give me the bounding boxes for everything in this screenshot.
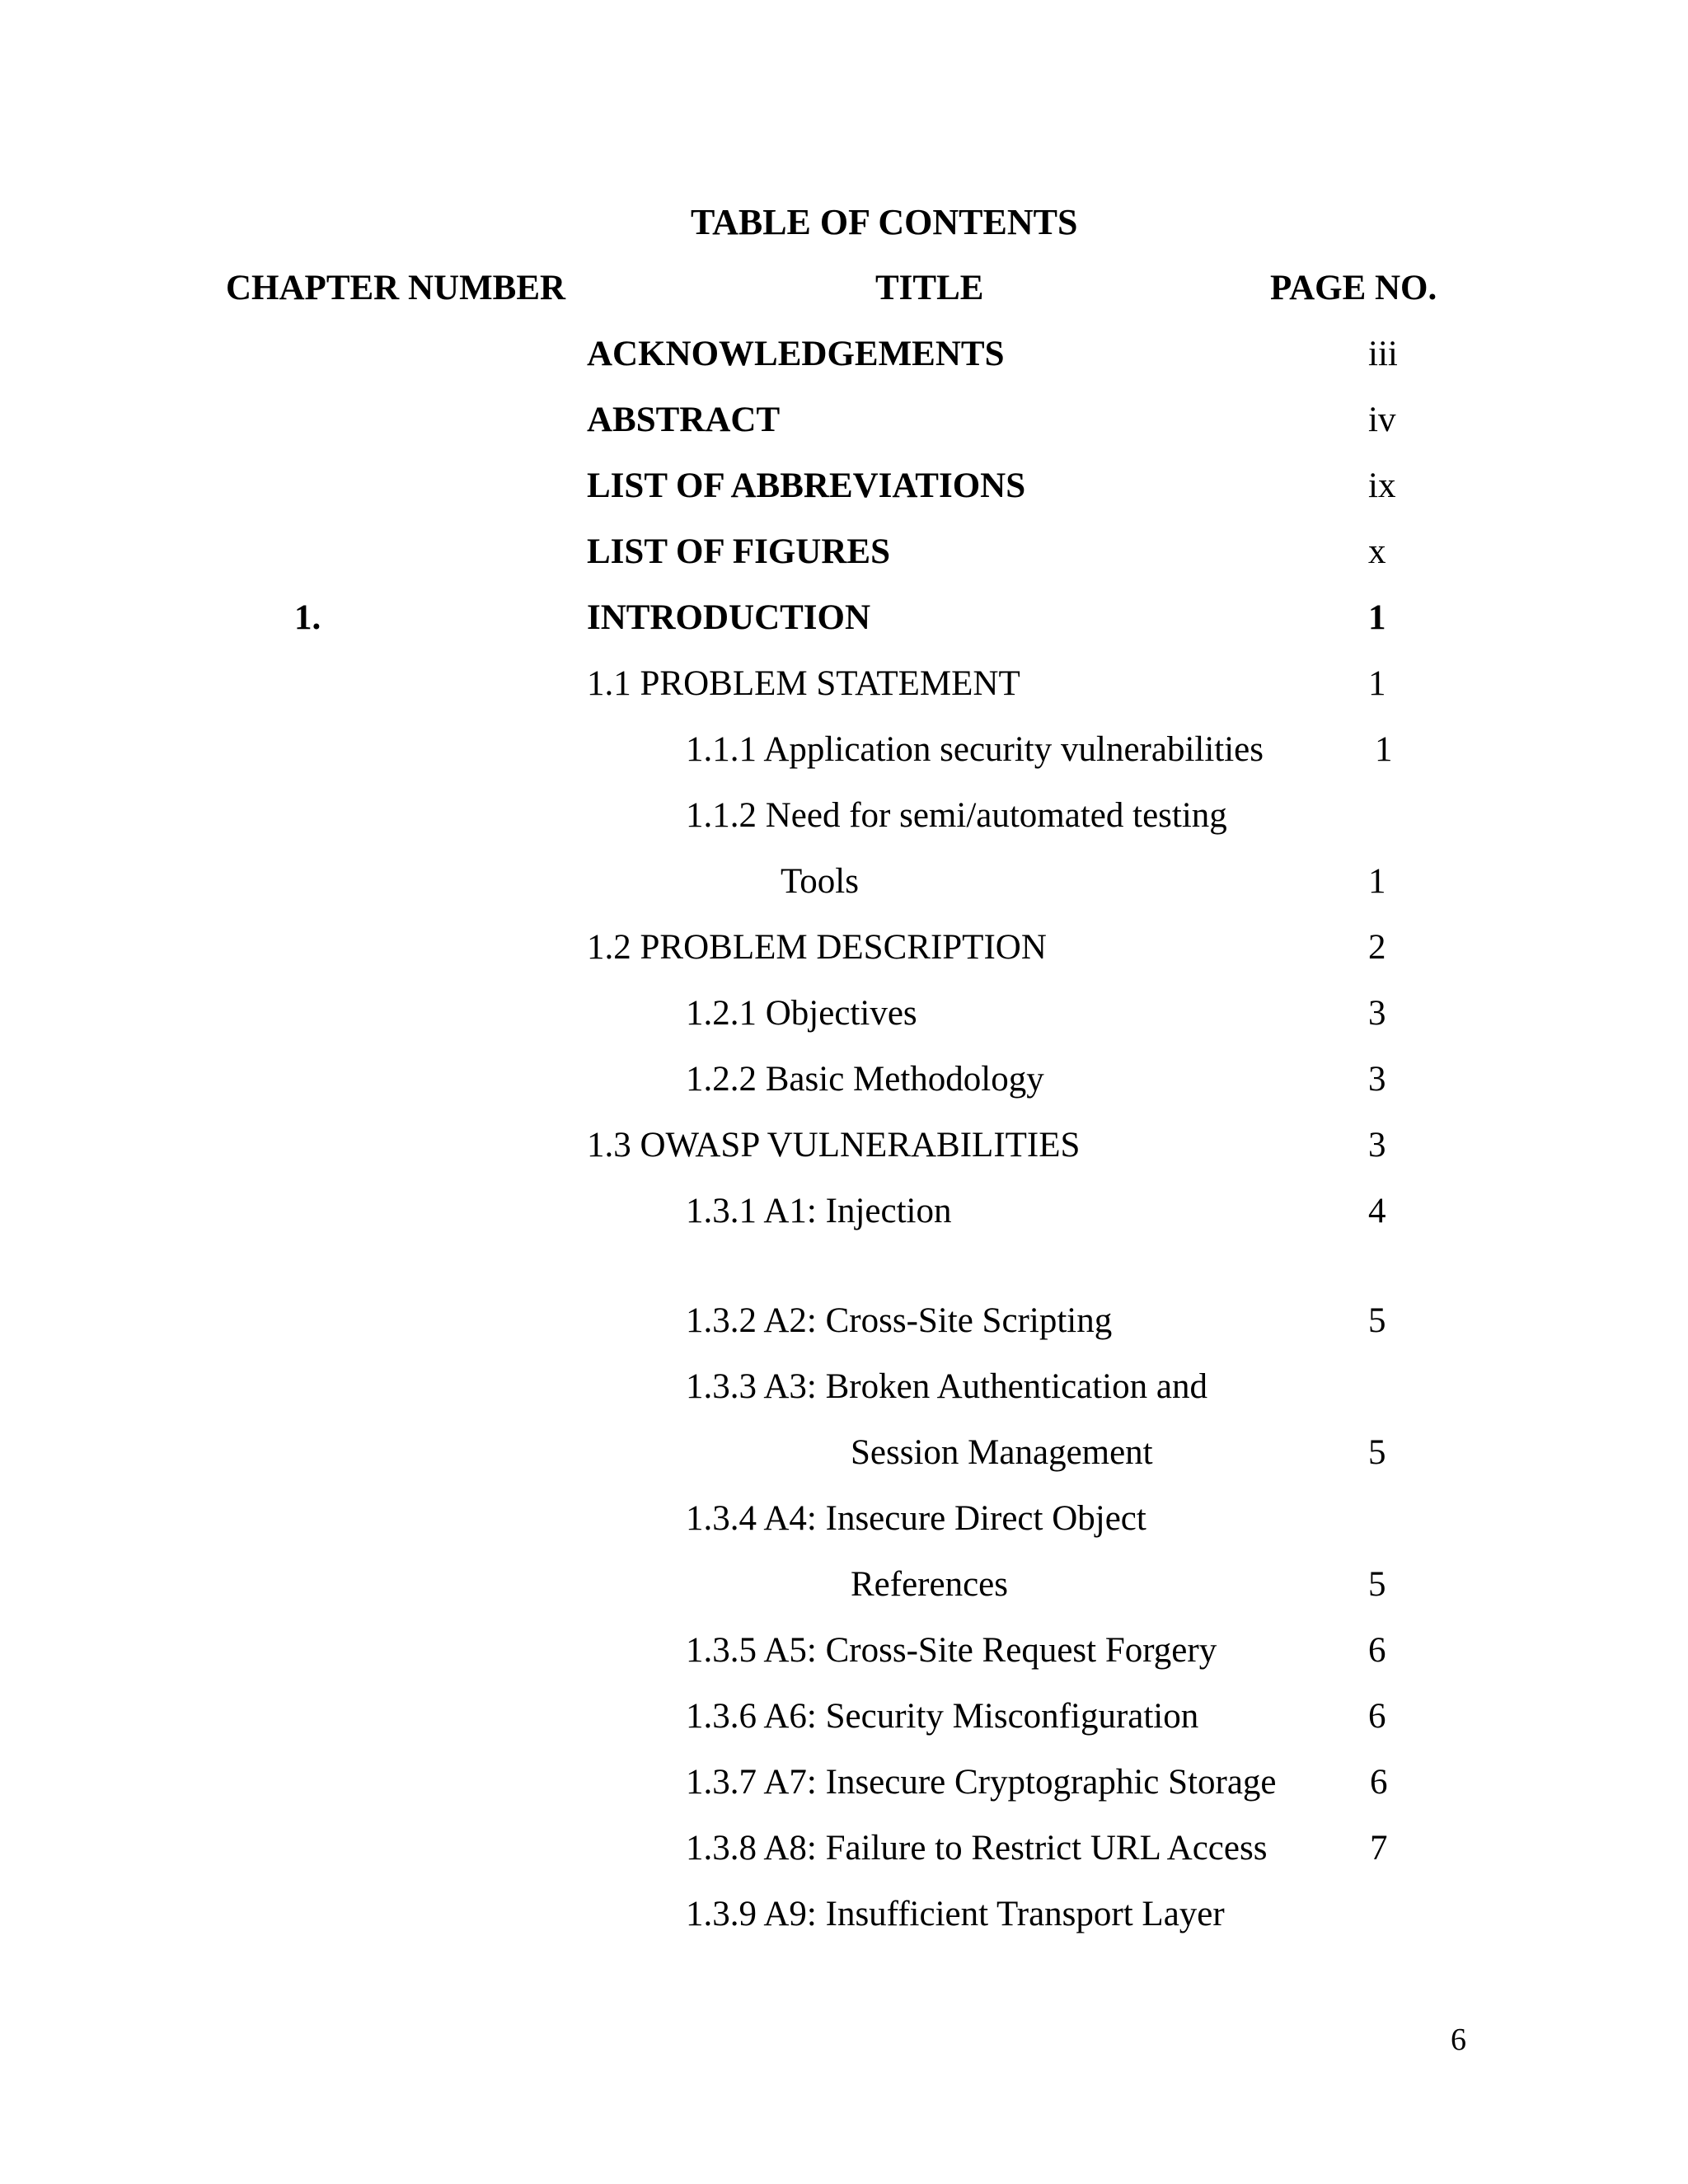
toc-entry-title: INTRODUCTION bbox=[587, 598, 871, 637]
toc-entry-title: 1.2.1 Objectives bbox=[686, 994, 917, 1033]
toc-entry-page: 1 bbox=[1368, 862, 1386, 901]
toc-entry-page: 6 bbox=[1370, 1763, 1388, 1802]
toc-entry-chapter-number: 1. bbox=[294, 598, 321, 637]
toc-entry-title: 1.2 PROBLEM DESCRIPTION bbox=[587, 928, 1047, 967]
toc-entry-title-continuation: References bbox=[851, 1565, 1008, 1604]
toc-entry-page: 2 bbox=[1368, 928, 1386, 967]
toc-entry-page: 6 bbox=[1368, 1697, 1386, 1736]
page-number: 6 bbox=[1451, 2022, 1466, 2057]
toc-entry-title: 1.1.1 Application security vulnerabilities bbox=[686, 730, 1264, 769]
toc-entry-title-continuation: Session Management bbox=[851, 1433, 1153, 1472]
toc-entry-title: LIST OF ABBREVIATIONS bbox=[587, 466, 1026, 505]
toc-entry-title: 1.3.5 A5: Cross-Site Request Forgery bbox=[686, 1631, 1217, 1670]
toc-entry-title: 1.3.9 A9: Insufficient Transport Layer bbox=[686, 1895, 1225, 1933]
toc-entry-page: ix bbox=[1368, 466, 1396, 505]
toc-entry-title: 1.3.1 A1: Injection bbox=[686, 1192, 952, 1230]
toc-entry-title: 1.3.8 A8: Failure to Restrict URL Access bbox=[686, 1829, 1268, 1868]
toc-entry-page: 5 bbox=[1368, 1565, 1386, 1604]
toc-entry-page: 3 bbox=[1368, 1126, 1386, 1165]
toc-entry-title: ABSTRACT bbox=[587, 401, 781, 439]
toc-entry-page: 1 bbox=[1368, 598, 1386, 637]
column-header-title: TITLE bbox=[875, 269, 984, 307]
toc-entry-title: 1.2.2 Basic Methodology bbox=[686, 1060, 1044, 1099]
toc-entry-page: 1 bbox=[1368, 664, 1386, 703]
toc-entry-page: iii bbox=[1368, 335, 1398, 373]
toc-entry-page: 1 bbox=[1375, 730, 1393, 769]
toc-entry-title: 1.1 PROBLEM STATEMENT bbox=[587, 664, 1020, 703]
column-header-page: PAGE NO. bbox=[1270, 269, 1437, 307]
toc-entry-page: 5 bbox=[1368, 1301, 1386, 1340]
toc-entry-page: x bbox=[1368, 532, 1386, 571]
toc-entry-title: 1.3.3 A3: Broken Authentication and bbox=[686, 1367, 1207, 1406]
toc-entry-page: 7 bbox=[1370, 1829, 1388, 1868]
toc-entry-title: 1.1.2 Need for semi/automated testing bbox=[686, 796, 1227, 835]
toc-entry-page: 6 bbox=[1368, 1631, 1386, 1670]
toc-entry-title: 1.3.6 A6: Security Misconfiguration bbox=[686, 1697, 1199, 1736]
toc-entry-title: 1.3.2 A2: Cross-Site Scripting bbox=[686, 1301, 1113, 1340]
toc-entry-title: 1.3.4 A4: Insecure Direct Object bbox=[686, 1499, 1146, 1538]
toc-entry-title: LIST OF FIGURES bbox=[587, 532, 890, 571]
column-header-chapter: CHAPTER NUMBER bbox=[226, 269, 566, 307]
toc-entry-page: 3 bbox=[1368, 994, 1386, 1033]
toc-entry-title: 1.3.7 A7: Insecure Cryptographic Storage bbox=[686, 1763, 1277, 1802]
document-heading: TABLE OF CONTENTS bbox=[691, 202, 1078, 242]
toc-entry-page: iv bbox=[1368, 401, 1396, 439]
toc-entry-page: 3 bbox=[1368, 1060, 1386, 1099]
toc-entry-title: ACKNOWLEDGEMENTS bbox=[587, 335, 1005, 373]
toc-entry-title-continuation: Tools bbox=[781, 862, 859, 901]
toc-entry-page: 5 bbox=[1368, 1433, 1386, 1472]
toc-entry-title: 1.3 OWASP VULNERABILITIES bbox=[587, 1126, 1081, 1165]
toc-entry-page: 4 bbox=[1368, 1192, 1386, 1230]
